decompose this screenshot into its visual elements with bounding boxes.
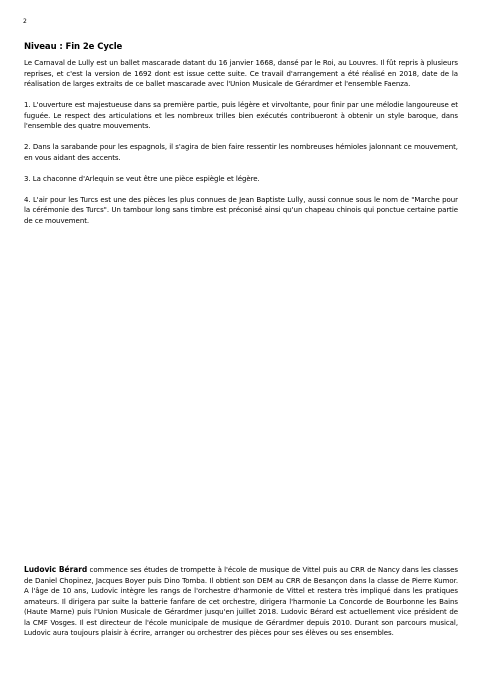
bio-text: commence ses études de trompette à l'école de musique de Vittel puis au CRR de Nancy dans les classes de Daniel Chopinez, Jacques Boyer puis Dino Tomba. Il obtient son DEM au CRR de Besançon dans la classe de Pierre Kumor. A l'âge de 10 ans, Ludovic intègre les rangs de l'orchestre d'harmonie de Vittel et restera très impliqué dans les pratiques amateurs. Il dirigera par suite la batterie fanfare de cet orchestre, dirigera l'harmonie La Concorde de Bourbonne les Bains (Haute Marne) puis l'Union Musicale de Gérardmer jusqu'en juillet 2018. Ludovic Bérard est actuellement vice président de la CMF Vosges. Il est directeur de l'école municipale de musique de Gérardmer depuis 2010. Durant son parcours musical, Ludovic aura toujours plaisir à écrire, arranger ou orchestrer des pièces pour ses élèves ou ses ensembles. <box>24 566 458 637</box>
level-heading: Niveau : Fin 2e Cycle <box>24 42 123 52</box>
paragraph-chaconne: 3. La chaconne d'Arlequin se veut être une pièce espiègle et légère. <box>24 174 260 183</box>
intro-paragraph: Le Carnaval de Lully est un ballet mascarade datant du 16 janvier 1668, dansé par le Roi, au Louvres. Il fût repris à plusieurs reprises, et c'est la version de 1692 dont est issue cette suite. Ce travail d'arrangement a été réalisé en 2018, date de la réalisation de larges extraits de ce ballet mascarade avec l'Union Musicale de Gérardmer et l'ensemble Faenza. <box>24 59 458 88</box>
composer-bio <box>24 565 458 639</box>
page-number: 2 <box>23 18 27 25</box>
paragraph-sarabande: 2. Dans la sarabande pour les espagnols, il s'agira de bien faire ressentir les nombreuses hémioles jalonnant ce mouvement, en vous aidant des accents. <box>24 143 458 162</box>
paragraph-air-turcs: 4. L'air pour les Turcs est une des pièces les plus connues de Jean Baptiste Lully, aussi connue sous le nom de "Marche pour la cérémonie des Turcs". Un tambour long sans timbre est préconisé ainsi qu'un chapeau chinois qui ponctue certaine partie de ce mouvement. <box>24 195 458 225</box>
bio-name: Ludovic Bérard <box>24 565 88 574</box>
paragraph-ouverture: 1. L'ouverture est majestueuse dans sa première partie, puis légère et virvoltante, pour finir par une mélodie langoureuse et fuguée. Le respect des articulations et les nombreux trilles bien exécutés contribueront à obtenir un style baroque, dans l'ensemble des quatre mouvements. <box>24 101 458 130</box>
description-body <box>24 58 458 237</box>
